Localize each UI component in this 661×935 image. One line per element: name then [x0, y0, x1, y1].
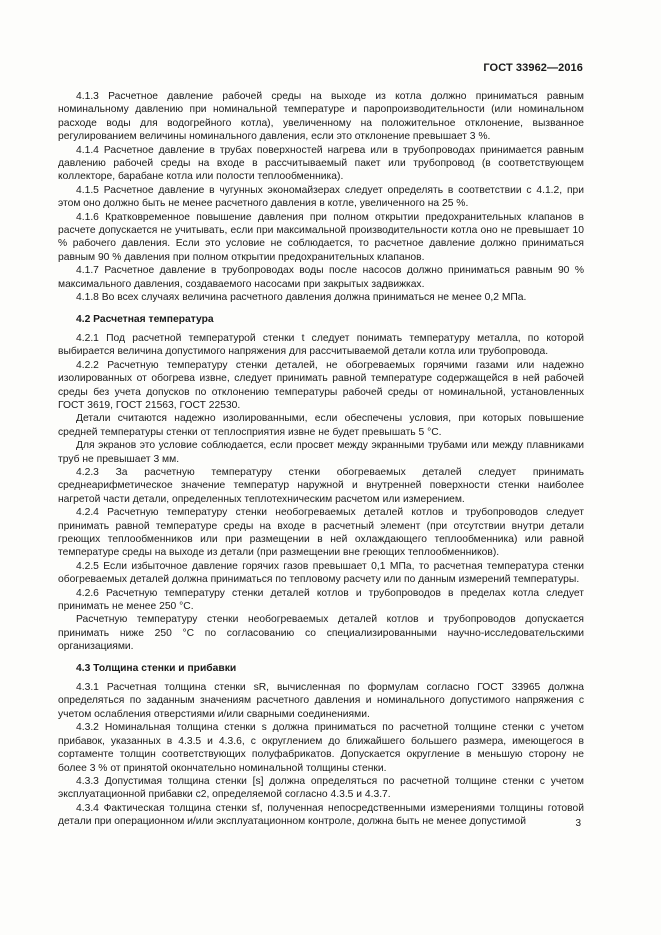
paragraph-4-2-2: 4.2.2 Расчетную температуру стенки деталей, не обогреваемых горячими газами или надежно изолированных от обогрева извне, следует принимать равной температуре содержащейся в ней рабочей среды без учета допусков по отклонению температуры рабочей среды от номинальной, установленных ГОСТ 3619, ГОСТ 21563, ГОСТ 22530. — [58, 359, 584, 411]
paragraph-4-1-4: 4.1.4 Расчетное давление в трубах поверхностей нагрева или в трубопроводах принимается равным давлению рабочей среды на входе в рассчитываемый пакет или трубопровод (в соответствующем коллекторе, барабане котла или полости теплообменника). — [58, 144, 584, 183]
paragraph-4-3-1: 4.3.1 Расчетная толщина стенки sR, вычисленная по формулам согласно ГОСТ 33965 должна определяться по заданным значениям расчетного давления и номинального допустимого напряжения с учетом ослабления отверстиями и/или сварными соединениями. — [58, 682, 584, 720]
paragraph-4-2-4: 4.2.4 Расчетную температуру стенки необогреваемых деталей котлов и трубопроводов следует принимать равной температуре среды на входе в расчетный элемент (при отсутствии внутри детали греющих теплообменников или при размещении в ней охлаждающего теплообменника) или равной температуре среды на выходе из детали (при размещении вне греющих теплообменников). — [58, 507, 584, 559]
section-heading-4-2: 4.2 Расчетная температура — [76, 313, 214, 325]
document-header: ГОСТ 33962—2016 — [483, 62, 583, 74]
paragraph-4-3-3: 4.3.3 Допустимая толщина стенки [s] должна определяться по расчетной толщине стенки с учетом эксплуатационной прибавки c2, определяемой согласно 4.3.5 и 4.3.7. — [58, 775, 584, 801]
paragraph-4-1-3: 4.1.3 Расчетное давление рабочей среды на выходе из котла должно приниматься равным номинальному давлению при номинальной температуре и паропроизводительности (или номинальном расходе воды для водогрейного котла), увеличенному на положительное отклонение, вызванное регулированием величины номинального давления, если это отклонение превышает 3 %. — [58, 91, 584, 143]
paragraph-4-1-8: 4.1.8 Во всех случаях величина расчетного давления должна приниматься не менее 0,2 МПа. — [76, 292, 527, 304]
paragraph-4-2-6: 4.2.6 Расчетную температуру стенки деталей котлов и трубопроводов в пределах котла следует принимать не менее 250 °С. — [58, 587, 584, 613]
paragraph-screens: Для экранов это условие соблюдается, если просвет между экранными трубами или между плавниками труб не превышает 3 мм. — [58, 440, 584, 465]
paragraph-4-2-1: 4.2.1 Под расчетной температурой стенки t следует понимать температуру металла, по которой выбирается величина допустимого напряжения для рассчитываемой детали котла или трубопровода. — [58, 332, 584, 358]
section-heading-4-3: 4.3 Толщина стенки и прибавки — [76, 662, 237, 674]
paragraph-4-1-7: 4.1.7 Расчетное давление в трубопроводах воды после насосов должно приниматься равным 90 % максимального давления, создаваемого насосами при закрытых задвижках. — [58, 265, 584, 290]
paragraph-insulated: Детали считаются надежно изолированными, если обеспечены условия, при которых повышение средней температуры стенки от теплосприятия извне не будет превышать 5 °С. — [58, 413, 584, 438]
page-number: 3 — [575, 818, 581, 829]
paragraph-4-2-3: 4.2.3 За расчетную температуру стенки обогреваемых деталей следует принимать среднеарифметическое значение температур наружной и внутренней поверхности стенки наиболее нагретой части детали, определенных теплотехническим расчетом или измерением. — [58, 466, 584, 505]
paragraph-4-1-6: 4.1.6 Кратковременное повышение давления при полном открытии предохранительных клапанов в расчете допускается не учитывать, если при максимальной производительности котла оно не превышает 10 % рабочего давления. Если это условие не соблюдается, то расчетное давление должно приниматься равным 90 % давления при полном открытии предохранительных клапанов. — [58, 211, 584, 263]
paragraph-unheated: Расчетную температуру стенки необогреваемых деталей котлов и трубопроводов допускается принимать ниже 250 °С по согласованию со специализированными научно-исследовательскими организациями. — [58, 614, 584, 653]
paragraph-4-2-5: 4.2.5 Если избыточное давление горячих газов превышает 0,1 МПа, то расчетная температура стенки обогреваемых деталей должна приниматься по тепловому расчету или по данным измерений температуры. — [58, 560, 584, 586]
paragraph-4-1-5: 4.1.5 Расчетное давление в чугунных экономайзерах следует определять в соответствии с 4.1.2, при этом оно должно быть не менее расчетного давления в котле, увеличенного на 25 %. — [58, 184, 584, 210]
paragraph-4-3-2: 4.3.2 Номинальная толщина стенки s должна приниматься по расчетной толщине стенки с учетом прибавок, указанных в 4.3.5 и 4.3.6, с округлением до ближайшего большего размера, имеющегося в сортаменте толщин соответствующих полуфабрикатов. Допускается округление в меньшую сторону не более 3 % от принятой окончательно номинальной толщины стенки. — [58, 722, 584, 774]
paragraph-4-3-4: 4.3.4 Фактическая толщина стенки sf, полученная непосредственными измерениями толщины готовой детали при операционном и/или эксплуатационном контроле, должна быть не менее допустимой — [58, 802, 584, 828]
document-body — [58, 90, 584, 829]
